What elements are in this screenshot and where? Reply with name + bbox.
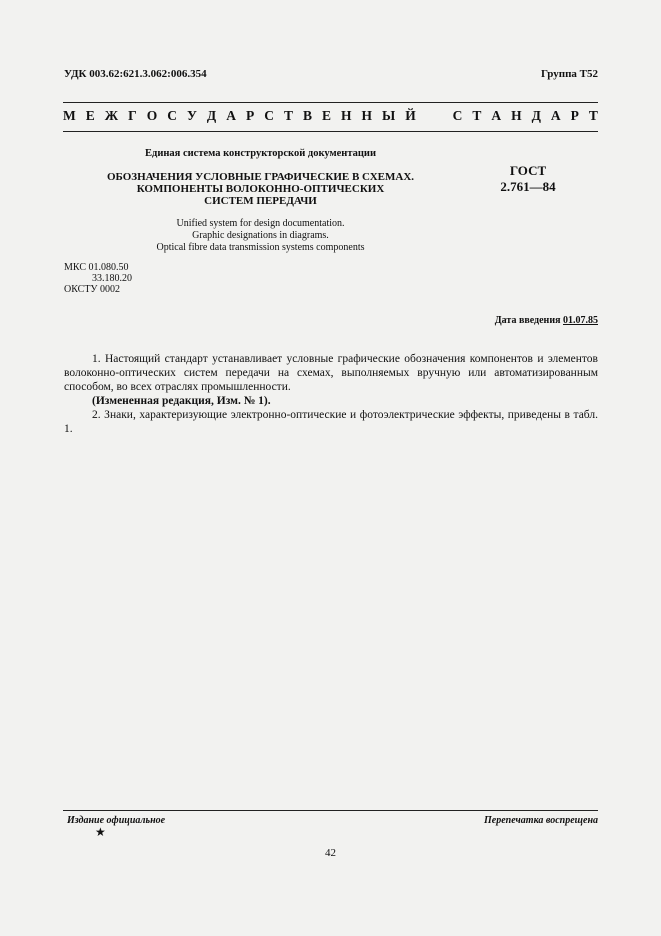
- standard-title: [63, 171, 458, 207]
- heading-letter: Ж: [104, 108, 119, 123]
- mks-code: 33.180.20: [92, 273, 132, 284]
- paragraph-1: 1. Настоящий стандарт устанавливает условные графические обозначения компонентов и элементов волоконно-оптических систем передачи на схемах, выполняемых вручную или автоматизированным способом, во всех отраслях промышленности.: [64, 353, 598, 393]
- heading-letter: У: [186, 108, 197, 123]
- footer-rule: [63, 810, 598, 811]
- star-icon: ★: [95, 825, 106, 839]
- gost-designation: [478, 163, 578, 195]
- heading-letter: Й: [405, 108, 416, 123]
- english-line: Graphic designations in diagrams.: [192, 230, 329, 241]
- heading-letter: Н: [341, 108, 352, 123]
- heading-letter: Г: [128, 108, 137, 123]
- body-text: [64, 352, 598, 436]
- heading-letter: С: [264, 108, 274, 123]
- heading-letter: Д: [206, 108, 217, 123]
- group-code: Группа Т52: [540, 68, 598, 80]
- english-line: Optical fibre data transmission systems components: [156, 242, 365, 253]
- heading-letter: А: [491, 108, 502, 123]
- heading-rule: [63, 131, 598, 132]
- heading-letter: О: [146, 108, 158, 123]
- heading-letter: Т: [472, 108, 482, 123]
- heading-letter: [426, 108, 429, 124]
- gost-label: ГОСТ: [509, 163, 547, 178]
- heading-letter: Е: [85, 108, 95, 123]
- udk-code: УДК 003.62:621.3.062:006.354: [64, 68, 207, 80]
- top-rule: [63, 102, 598, 103]
- heading-letter: Р: [570, 108, 579, 123]
- heading-letter: В: [302, 108, 312, 123]
- gost-number: 2.761—84: [500, 179, 556, 194]
- documentation-system-title: Единая система конструкторской документации: [145, 148, 376, 159]
- official-edition: Издание официальное: [67, 815, 166, 826]
- paragraph-2: 2. Знаки, характеризующие электронно-оптические и фотоэлектрические эффекты, приведены в табл. 1.: [64, 409, 598, 435]
- heading-letter: А: [550, 108, 561, 123]
- classification-codes: [64, 262, 132, 295]
- interstate-standard-heading: [63, 108, 598, 124]
- revision-note: (Измененная редакция, Изм. № 1).: [92, 395, 271, 407]
- english-line: Unified system for design documentation.: [176, 218, 345, 229]
- heading-letter: М: [63, 108, 76, 123]
- title-line: КОМПОНЕНТЫ ВОЛОКОННО-ОПТИЧЕСКИХ: [136, 183, 385, 195]
- heading-letter: Ы: [382, 108, 396, 123]
- heading-letter: С: [167, 108, 177, 123]
- heading-letter: А: [226, 108, 236, 123]
- heading-letter: Н: [361, 108, 373, 123]
- okstu-code: ОКСТУ 0002: [64, 284, 121, 295]
- heading-letter: Д: [531, 108, 541, 123]
- heading-letter: Р: [245, 108, 255, 123]
- title-line: ОБОЗНАЧЕНИЯ УСЛОВНЫЕ ГРАФИЧЕСКИЕ В СХЕМАХ.: [106, 171, 415, 183]
- heading-letter: Н: [511, 108, 522, 123]
- heading-letter: Е: [321, 108, 331, 123]
- effective-date: [495, 315, 598, 326]
- heading-letter: Т: [283, 108, 293, 123]
- heading-letter: Т: [588, 108, 598, 123]
- english-title: [63, 218, 458, 254]
- page-number: 42: [325, 847, 336, 859]
- heading-letter: С: [452, 108, 463, 123]
- reprint-prohibited: Перепечатка воспрещена: [484, 815, 598, 826]
- effective-date-label: Дата введения: [494, 315, 561, 326]
- title-line: СИСТЕМ ПЕРЕДАЧИ: [204, 195, 317, 207]
- mks-code: МКС 01.080.50: [64, 262, 129, 273]
- heading-letter: [439, 108, 442, 124]
- effective-date-value: 01.07.85: [563, 315, 598, 326]
